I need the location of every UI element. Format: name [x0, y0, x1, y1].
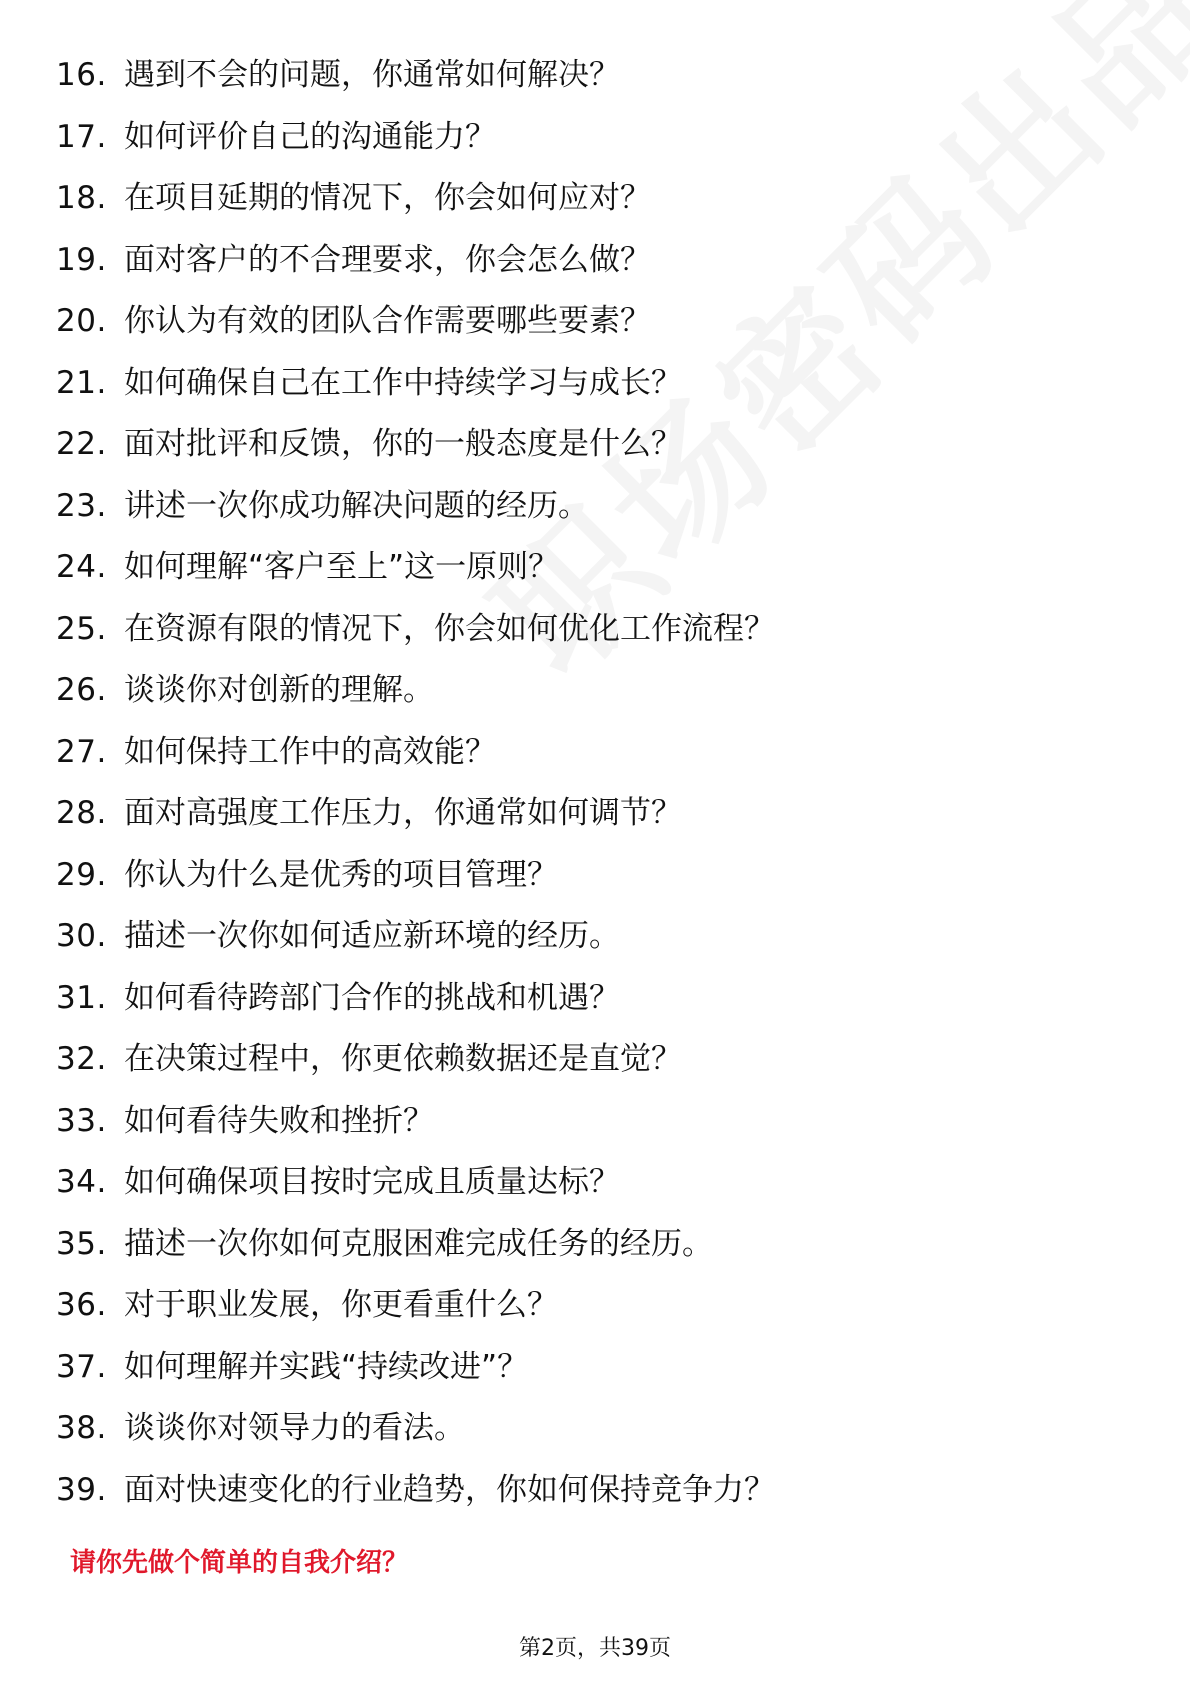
question-text: 遇到不会的问题，你通常如何解决？: [124, 57, 620, 94]
question-number: 16.: [56, 57, 107, 94]
question-item: [56, 1152, 775, 1214]
question-number: 32.: [56, 1041, 107, 1078]
question-text: 面对快速变化的行业趋势，你如何保持竞争力？: [124, 1471, 775, 1508]
question-text: 你认为有效的团队合作需要哪些要素？: [124, 303, 651, 340]
question-item: [56, 599, 775, 661]
question-item: [56, 1275, 775, 1337]
question-text: 面对批评和反馈，你的一般态度是什么？: [124, 426, 682, 463]
question-text: 谈谈你对领导力的看法。: [124, 1410, 465, 1447]
question-text: 谈谈你对创新的理解。: [124, 672, 434, 709]
question-item: [56, 660, 775, 722]
question-number: 29.: [56, 856, 107, 893]
question-item: [56, 45, 775, 107]
question-number: 24.: [56, 549, 107, 586]
question-item: [56, 537, 775, 599]
question-item: [56, 1337, 775, 1399]
question-number: 27.: [56, 733, 107, 770]
question-list: [56, 45, 775, 1521]
question-item: [56, 230, 775, 292]
question-item: [56, 783, 775, 845]
question-text: 如何理解并实践“持续改进”？: [124, 1348, 529, 1385]
question-item: [56, 168, 775, 230]
question-text: 对于职业发展，你更看重什么？: [124, 1287, 558, 1324]
question-number: 26.: [56, 672, 107, 709]
question-text: 如何理解“客户至上”这一原则？: [124, 549, 560, 586]
question-number: 31.: [56, 979, 107, 1016]
question-number: 37.: [56, 1348, 107, 1385]
question-number: 17.: [56, 118, 107, 155]
question-number: 21.: [56, 364, 107, 401]
question-text: 讲述一次你成功解决问题的经历。: [124, 487, 589, 524]
question-item: [56, 1029, 775, 1091]
question-text: 如何保持工作中的高效能？: [124, 733, 496, 770]
question-text: 面对高强度工作压力，你通常如何调节？: [124, 795, 682, 832]
question-text: 如何看待失败和挫折？: [124, 1102, 434, 1139]
question-number: 30.: [56, 918, 107, 955]
question-number: 36.: [56, 1287, 107, 1324]
question-text: 面对客户的不合理要求，你会怎么做？: [124, 241, 651, 278]
question-number: 18.: [56, 180, 107, 217]
question-item: [56, 906, 775, 968]
question-item: [56, 845, 775, 907]
question-number: 33.: [56, 1102, 107, 1139]
question-text: 如何确保自己在工作中持续学习与成长？: [124, 364, 682, 401]
question-item: [56, 1398, 775, 1460]
question-number: 25.: [56, 610, 107, 647]
question-item: [56, 291, 775, 353]
question-item: [56, 722, 775, 784]
question-item: [56, 968, 775, 1030]
question-number: 35.: [56, 1225, 107, 1262]
question-number: 19.: [56, 241, 107, 278]
question-text: 在决策过程中，你更依赖数据还是直觉？: [124, 1041, 682, 1078]
question-item: [56, 476, 775, 538]
question-item: [56, 353, 775, 415]
page-footer: 第2页，共39页: [519, 1636, 671, 1661]
question-number: 28.: [56, 795, 107, 832]
question-item: [56, 1214, 775, 1276]
question-text: 在资源有限的情况下，你会如何优化工作流程？: [124, 610, 775, 647]
question-item: [56, 1460, 775, 1522]
question-text: 在项目延期的情况下，你会如何应对？: [124, 180, 651, 217]
question-text: 你认为什么是优秀的项目管理？: [124, 856, 558, 893]
question-number: 20.: [56, 303, 107, 340]
question-text: 如何评价自己的沟通能力？: [124, 118, 496, 155]
question-text: 描述一次你如何克服困难完成任务的经历。: [124, 1225, 713, 1262]
question-number: 38.: [56, 1410, 107, 1447]
question-item: [56, 107, 775, 169]
question-text: 如何确保项目按时完成且质量达标？: [124, 1164, 620, 1201]
question-item: [56, 414, 775, 476]
question-item: [56, 1091, 775, 1153]
question-number: 34.: [56, 1164, 107, 1201]
question-text: 如何看待跨部门合作的挑战和机遇？: [124, 979, 620, 1016]
question-number: 23.: [56, 487, 107, 524]
question-number: 22.: [56, 426, 107, 463]
highlighted-question: 请你先做个简单的自我介绍？: [70, 1548, 409, 1578]
question-number: 39.: [56, 1471, 107, 1508]
question-text: 描述一次你如何适应新环境的经历。: [124, 918, 620, 955]
